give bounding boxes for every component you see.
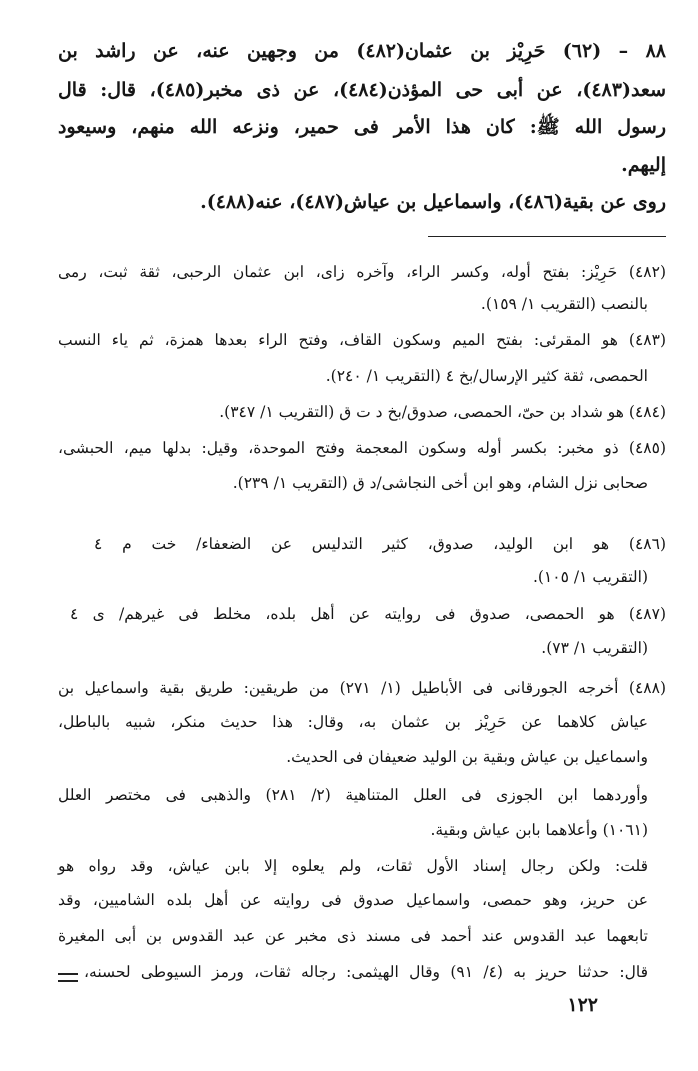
footnote-line: قال: حدثنا حريز به (٤/ ٩١) وقال الهيثمى: رجاله ثقات، ورمز السيوطى لحسنه، [84, 963, 648, 981]
footnote-line: (١٠٦١) وأعلاهما بابن عياش وبقية. [430, 821, 648, 839]
footnote-line: صحابى نزل الشام، وهو ابن أخى النجاشى/د ق (التقريب ١/ ٢٣٩). [232, 474, 648, 492]
continuation-mark [58, 973, 78, 982]
footnote-line: (٤٨٨) أخرجه الجورقانى فى الأباطيل (١/ ٢٧١) من طريقين: طريق بقية واسماعيل بن [58, 679, 667, 697]
hadith-line: رسول الله ﷺ: كان هذا الأمر فى حمير، ونزعه الله منهم، وسيعود [58, 116, 666, 138]
footnote-line: (٤٨٧) هو الحمصى، صدوق فى روايته عن أهل بلده، مخلط فى غيرهم/ ى ٤ [70, 605, 666, 623]
narrators-line: روى عن بقية(٤٨٦)، واسماعيل بن عياش(٤٨٧)، عنه(٤٨٨). [200, 191, 666, 213]
footnote-line: (٤٨٦) هو ابن الوليد، صدوق، كثير التدليس عن الضعفاء/ خت م ٤ [94, 535, 666, 553]
page-number: ١٢٢ [567, 994, 598, 1016]
footnote-line: وأوردهما ابن الجوزى فى العلل المتناهية (٢/ ٢٨١) والذهبى فى مختصر العلل [58, 786, 648, 804]
footnote-line: (التقريب ١/ ٧٣). [541, 639, 648, 657]
footnote-line: بالنصب (التقريب ١/ ١٥٩). [480, 295, 648, 313]
hadith-line: ٨٨ – (٦٢) حَرِيْز بن عثمان(٤٨٢) من وجهين عنه، عن راشد بن [58, 40, 666, 62]
footnote-line: (٤٨٢) حَرِيْز: بفتح أوله، وكسر الراء، وآخره زاى، ابن عثمان الرحبى، ثقة ثبت، رمى [58, 263, 666, 281]
footnote-line: (٤٨٣) هو المقرئى: بفتح الميم وسكون القاف، وفتح الراء بعدها همزة، ثم ياء النسب [58, 331, 666, 349]
footnote-line: عياش كلاهما عن حَرِيْز بن عثمان به، وقال: هذا حديث منكر، شبيه بالباطل، [58, 713, 648, 731]
footnote-line: (٤٨٤) هو شداد بن حىّ، الحمصى، صدوق/بخ د ت ق (التقريب ١/ ٣٤٧). [219, 403, 666, 421]
footnote-separator [428, 236, 666, 237]
footnote-line: (٤٨٥) ذو مخبر: بكسر أوله وسكون المعجمة وفتح الموحدة، وقيل: بدلها ميم، الحبشى، [58, 439, 666, 457]
hadith-line: سعد(٤٨٣)، عن أبى حى المؤذن(٤٨٤)، عن ذى مخبر(٤٨٥)، قال: قال [58, 79, 667, 101]
footnote-line: (التقريب ١/ ١٠٥). [532, 568, 648, 586]
footnote-line: قلت: ولكن رجال إسناد الأول ثقات، ولم يعلوه إلا بابن عياش، وقد رواه هو [58, 857, 648, 875]
footnote-line: واسماعيل بن عياش وبقية بن الوليد ضعيفان فى الحديث. [286, 748, 648, 766]
footnote-line: الحمصى، ثقة كثير الإرسال/بخ ٤ (التقريب ١/ ٢٤٠). [325, 367, 648, 385]
footnote-line: عن حريز، وهو حمصى، واسماعيل صدوق فى روايته عن أهل بلده الشاميين، وقد [58, 891, 648, 909]
footnote-line: تابعهما عبد القدوس عند أحمد فى مسند ذى مخبر عن عبد القدوس بن أبى المغيرة [58, 927, 648, 945]
hadith-line: إليهم. [621, 154, 666, 176]
